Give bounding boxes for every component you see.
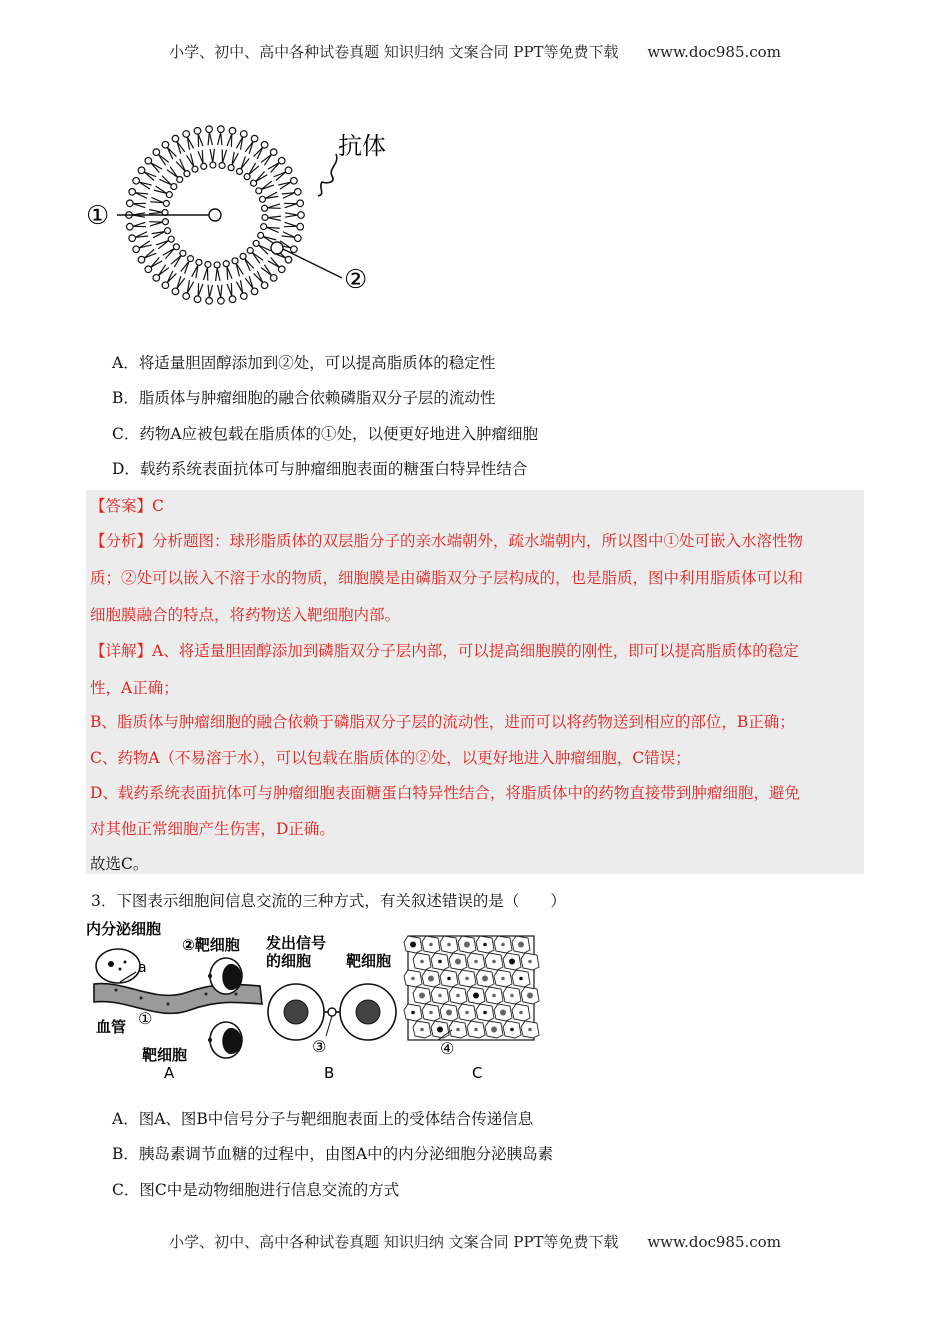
detail-line: C、药物A（不易溶于水），可以包载在脂质体的②处，以更好地进入肿瘤细胞，C错误； xyxy=(90,749,691,767)
q3-option-a[interactable]: A．图A、图B中信号分子与靶细胞表面上的受体结合传递信息 xyxy=(112,1110,534,1128)
target-cell-b-label: 靶细胞 xyxy=(346,952,392,970)
bilayer-marker-circle xyxy=(271,242,283,254)
panel-a xyxy=(86,920,262,1080)
antibody-label: 抗体 xyxy=(338,132,386,160)
analysis-line: 【分析】分析题图：球形脂质体的双层脂分子的亲水端朝外，疏水端朝内，所以图中①处可嵌入水溶性物 xyxy=(90,532,804,550)
footer-text: 小学、初中、高中各种试卷真题 知识归纳 文案合同 PPT等免费下载 xyxy=(169,1233,619,1251)
detail-line: B、脂质体与肿瘤细胞的融合依赖于磷脂双分子层的流动性，进而可以将药物送到相应的部位，B正确； xyxy=(90,713,795,731)
q2-option-d[interactable]: D．载药系统表面抗体可与肿瘤细胞表面的糖蛋白特异性结合 xyxy=(112,460,528,478)
q2-option-c[interactable]: C．药物A应被包载在脂质体的①处，以便更好地进入肿瘤细胞 xyxy=(112,425,539,443)
q3-stem: 3．下图表示细胞间信息交流的三种方式，有关叙述错误的是（ ） xyxy=(91,892,566,910)
panel-c xyxy=(404,936,539,1080)
conclusion-line: 故选C。 xyxy=(90,855,149,873)
liposome-figure xyxy=(84,124,414,334)
detail-line: 性，A正确； xyxy=(90,679,179,697)
endocrine-cell-label: 内分泌细胞 xyxy=(86,920,162,938)
sender-cell-label-2: 的细胞 xyxy=(266,952,312,970)
header-text: 小学、初中、高中各种试卷真题 知识归纳 文案合同 PPT等免费下载 xyxy=(169,43,619,61)
cell-communication-figure xyxy=(86,920,546,1080)
endocrine-cell xyxy=(96,949,140,983)
answer-explanation-block xyxy=(86,490,864,874)
analysis-line: 质；②处可以嵌入不溶于水的物质，细胞膜是由磷脂双分子层构成的，也是脂质，图中利用脂质体可以和 xyxy=(90,569,804,587)
header-url[interactable]: www.doc985.com xyxy=(647,43,781,61)
analysis-line: 细胞膜融合的特点，将药物送入靶细胞内部。 xyxy=(90,606,401,624)
page-footer xyxy=(0,1231,950,1252)
marker-3: ③ xyxy=(312,1037,327,1056)
target-cell-bottom-label: 靶细胞 xyxy=(142,1046,188,1064)
marker-1: ① xyxy=(138,1009,153,1028)
panel-a-label: A xyxy=(164,1064,175,1080)
leader-line-2 xyxy=(283,249,342,278)
panel-b xyxy=(265,934,396,1080)
marker-2: ② xyxy=(344,265,368,295)
target-cell-top-label: ②靶细胞 xyxy=(182,936,240,954)
sender-nucleus xyxy=(284,1000,308,1024)
q2-option-b[interactable]: B．脂质体与肿瘤细胞的融合依赖磷脂双分子层的流动性 xyxy=(112,389,496,407)
antibody-squiggle xyxy=(318,154,337,196)
blood-vessel-label: 血管 xyxy=(96,1018,127,1036)
detail-line: 对其他正常细胞产生伤害，D正确。 xyxy=(90,820,335,838)
detail-line: D、载药系统表面抗体可与肿瘤细胞表面糖蛋白特异性结合，将脂质体中的药物直接带到肿瘤细胞，避免 xyxy=(90,784,800,802)
detail-line: 【详解】A、将适量胆固醇添加到磷脂双分子层内部，可以提高细胞膜的刚性，即可以提高脂质体的稳定 xyxy=(90,642,799,660)
sender-cell-label-1: 发出信号 xyxy=(266,934,327,952)
marker-1: ① xyxy=(86,201,110,231)
q3-option-b[interactable]: B．胰岛素调节血糖的过程中，由图A中的内分泌细胞分泌胰岛素 xyxy=(112,1145,554,1163)
panel-b-label: B xyxy=(324,1064,335,1080)
footer-url[interactable]: www.doc985.com xyxy=(647,1233,781,1251)
answer-line: 【答案】C xyxy=(90,497,164,515)
core-marker-circle xyxy=(209,209,221,221)
q2-option-a[interactable]: A．将适量胆固醇添加到②处，可以提高脂质体的稳定性 xyxy=(112,354,496,372)
signal-a-label: a xyxy=(138,960,147,976)
target-nucleus-b xyxy=(356,1000,380,1024)
panel-c-label: C xyxy=(472,1064,483,1080)
page-header xyxy=(0,41,950,62)
endocrine-nucleus xyxy=(108,961,114,967)
q3-option-c[interactable]: C．图C中是动物细胞进行信息交流的方式 xyxy=(112,1181,400,1199)
marker-4: ④ xyxy=(440,1039,455,1058)
